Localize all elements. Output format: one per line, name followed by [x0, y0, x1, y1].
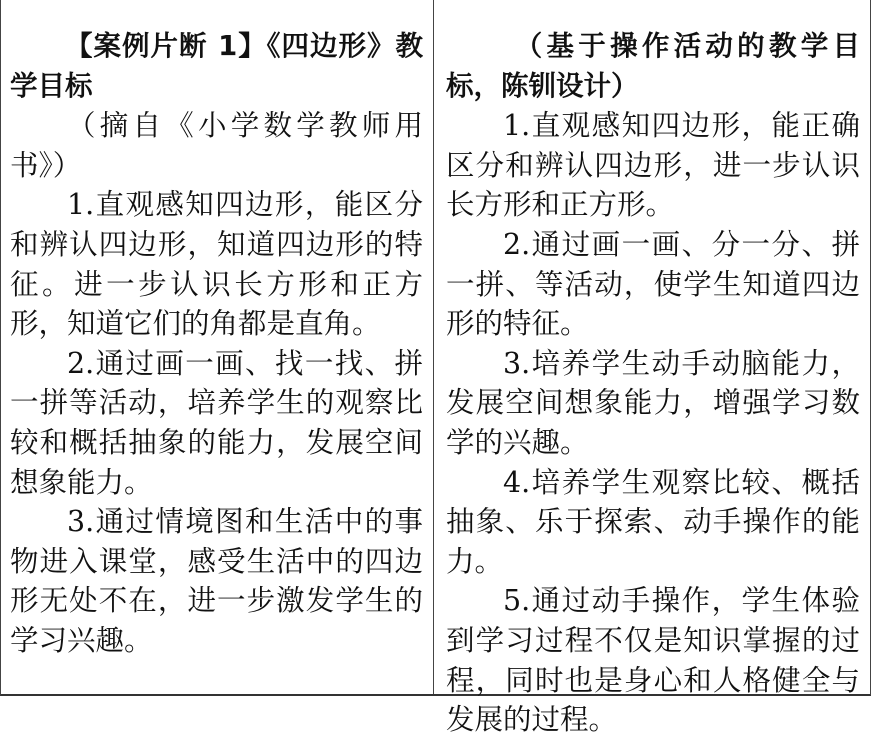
right-objective-4: 4.培养学生观察比较、概括抽象、乐于探索、动手操作的能力。: [446, 465, 860, 578]
left-column-source: （摘自《小学数学教师用书》）: [10, 109, 423, 182]
left-objective-2: 2.通过画一画、找一找、拼一拼等活动，培养学生的观察比较和概括抽象的能力，发展空间想象能力。: [10, 346, 423, 499]
right-objective-5: 5.通过动手操作，学生体验到学习过程不仅是知识掌握的过程，同时也是身心和人格健全与发展的过程。: [446, 584, 860, 737]
column-divider: [433, 0, 434, 694]
left-objective-1: 1.直观感知四边形，能区分和辨认四边形，知道四边形的特征。进一步认识长方形和正方形，知道它们的角都是直角。: [10, 188, 423, 341]
left-column-title: 【案例片断 1】《四边形》教学目标: [10, 30, 423, 102]
right-objective-2: 2.通过画一画、分一分、拼一拼、等活动，使学生知道四边形的特征。: [446, 227, 860, 341]
right-objective-3: 3.培养学生动手动脑能力，发展空间想象能力，增强学习数学的兴趣。: [446, 346, 860, 459]
right-objective-1: 1.直观感知四边形，能正确区分和辨认四边形，进一步认识长方形和正方形。: [446, 109, 860, 222]
right-column-title: （基于操作活动的教学目标，陈钏设计）: [446, 30, 860, 102]
left-column: [10, 27, 423, 661]
right-column: [446, 27, 860, 740]
left-objective-3: 3.通过情境图和生活中的事物进入课堂，感受生活中的四边形无处不在，进一步激发学生的学习兴趣。: [10, 505, 423, 657]
